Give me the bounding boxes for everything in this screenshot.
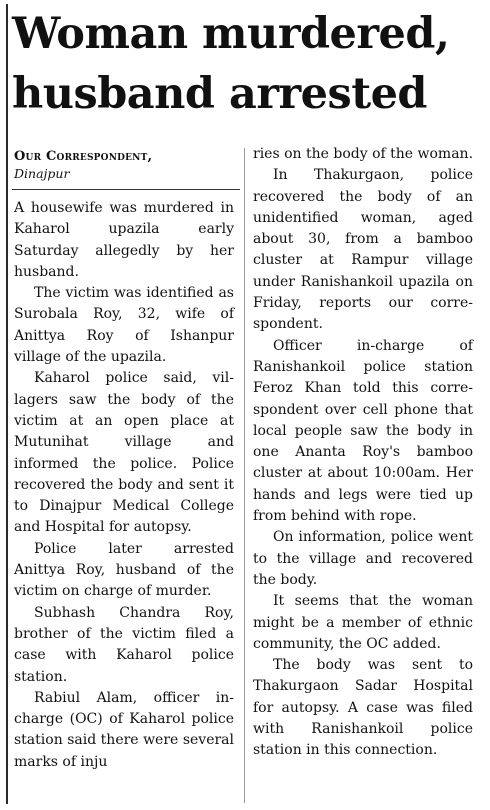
paragraph: Officer in-charge of Ranishankoil police station Feroz Khan told this correspondent over cell phone that local people saw the body in one Ananta Roy's bamboo cluster at about 10:00am. Her hands and legs were tied up from behind with rope.: [253, 337, 473, 525]
byline: [14, 148, 239, 182]
headline: Woman murdered, husband arrested: [12, 9, 450, 119]
byline-dateline: Dinajpur: [14, 166, 70, 181]
paragraph: Police later arrested Anittya Roy, husband of the victim on charge of murder.: [14, 540, 234, 600]
paragraph: Subhash Chandra Roy, brother of the victim filed a case with Kaharol police station.: [14, 604, 234, 685]
paragraph: The body was sent to Thakurgaon Sadar Hospital for autopsy. A case was filed with Ranishankoil police station in this connection.: [253, 657, 473, 759]
paragraph: A housewife was murdered in Kaharol upazila early Saturday allegedly by her husband.: [14, 200, 234, 280]
paragraph: In Thakurgaon, police recovered the body of an unidentified woman, aged about 30, from a bamboo cluster at Rampur village under Ranishankoil upazila on Friday, reports our correspondent.: [253, 167, 473, 333]
paragraph: The victim was identified as Surobala Roy, 32, wife of Anittya Roy of Ishanpur village of the upazila.: [14, 285, 234, 366]
left-column-rule: [6, 4, 8, 804]
paragraph: ries on the body of the woman.: [253, 146, 474, 162]
paragraph: Kaharol police said, villagers saw the body of the victim at an open place at Mutunihat village and informed the police. Police recovered the body and sent it to Dinajpur Medical College and Hospital for autopsy.: [14, 370, 234, 536]
article-column-left: [14, 198, 234, 773]
column-divider: [244, 148, 245, 803]
byline-author: Our Correspondent,: [14, 149, 153, 164]
paragraph: It seems that the woman might be a member of ethnic community, the OC added.: [253, 593, 473, 652]
paragraph: Rabiul Alam, officer incharge (OC) of Kaharol police station said there were several marks of inju: [14, 689, 234, 770]
paragraph: On information, police went to the village and recovered the body.: [253, 529, 473, 588]
article-column-right: [253, 144, 473, 762]
byline-divider: [12, 189, 240, 190]
